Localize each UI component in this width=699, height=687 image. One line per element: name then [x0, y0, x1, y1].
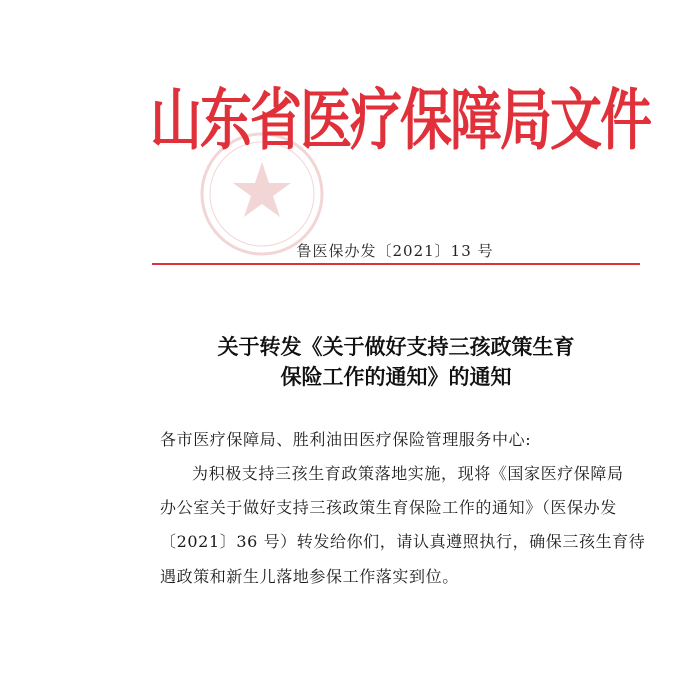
body-text-line-4: 遇政策和新生儿落地参保工作落实到位。 — [160, 567, 459, 586]
body-text-line-2: 办公室关于做好支持三孩政策生育保险工作的通知》（医保办发 — [160, 498, 617, 517]
body-text-line-1: 为积极支持三孩生育政策落地实施，现将《国家医疗保障局 — [192, 464, 624, 483]
red-divider-line — [152, 263, 640, 265]
notice-title-line-1: 关于转发《关于做好支持三孩政策生育 — [217, 335, 575, 359]
body-text-line-3: 〔2021〕36 号）转发给你们，请认真遵照执行，确保三孩生育待 — [160, 532, 646, 551]
issuing-authority-title: 山东省医疗保障局文件 — [150, 81, 651, 160]
document-number: 鲁医保办发〔2021〕13 号 — [296, 242, 494, 260]
notice-title-line-2: 保险工作的通知》的通知 — [280, 365, 512, 389]
recipient-line: 各市医疗保障局、胜利油田医疗保险管理服务中心: — [160, 430, 532, 449]
